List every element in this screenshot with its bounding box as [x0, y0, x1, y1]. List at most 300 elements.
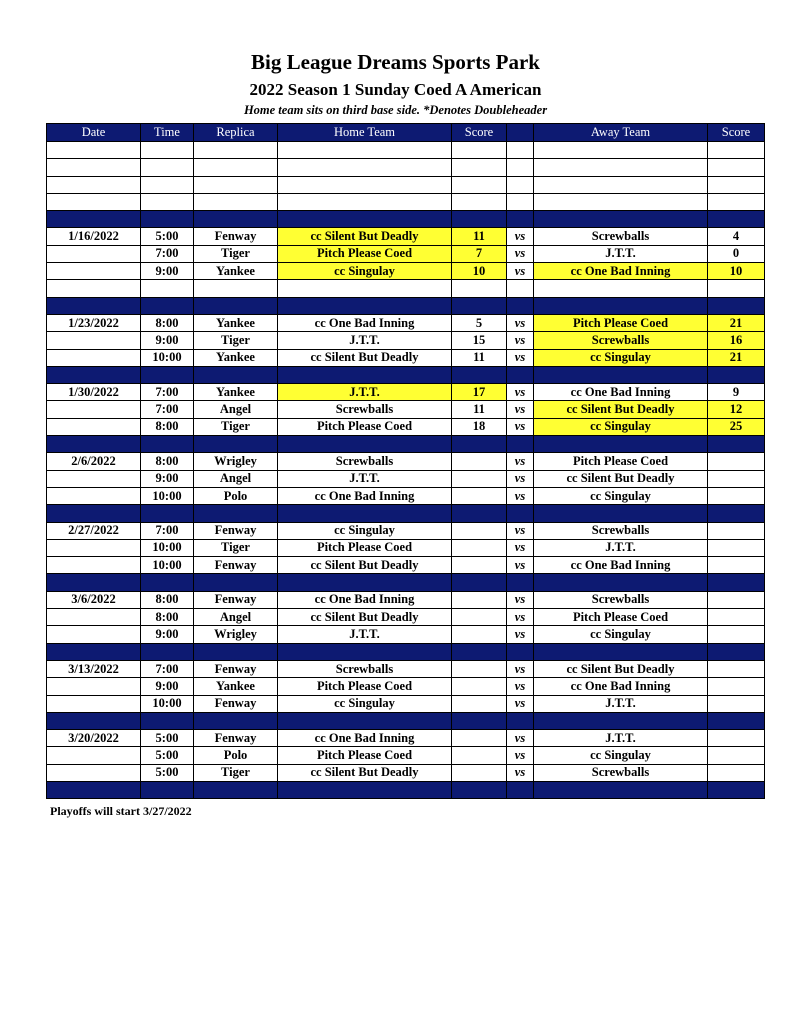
vs-label: vs [507, 730, 534, 747]
game-replica: Wrigley [194, 453, 278, 470]
game-time: 5:00 [141, 764, 194, 781]
vs-label: vs [507, 418, 534, 435]
home-team: cc Silent But Deadly [278, 349, 452, 366]
game-time: 8:00 [141, 591, 194, 608]
home-team: cc Silent But Deadly [278, 609, 452, 626]
away-score: 16 [708, 332, 765, 349]
empty-cell [47, 643, 141, 660]
empty-cell [452, 142, 507, 159]
game-row [47, 764, 765, 781]
away-team: cc Silent But Deadly [534, 401, 708, 418]
game-date [47, 678, 141, 695]
away-score: 25 [708, 418, 765, 435]
away-team: J.T.T. [534, 245, 708, 262]
game-date [47, 626, 141, 643]
empty-cell [278, 505, 452, 522]
game-date: 1/16/2022 [47, 228, 141, 245]
home-team: Pitch Please Coed [278, 418, 452, 435]
away-team: Pitch Please Coed [534, 314, 708, 331]
empty-cell [278, 280, 452, 297]
away-team: Screwballs [534, 522, 708, 539]
game-time: 10:00 [141, 557, 194, 574]
home-score [452, 747, 507, 764]
game-time: 7:00 [141, 245, 194, 262]
game-row [47, 332, 765, 349]
home-score [452, 678, 507, 695]
home-score [452, 487, 507, 504]
empty-cell [141, 297, 194, 314]
empty-cell [708, 193, 765, 210]
game-replica: Wrigley [194, 626, 278, 643]
empty-cell [452, 781, 507, 798]
vs-label: vs [507, 245, 534, 262]
home-score: 17 [452, 384, 507, 401]
empty-cell [194, 574, 278, 591]
game-time: 7:00 [141, 401, 194, 418]
home-team: Pitch Please Coed [278, 747, 452, 764]
home-team: cc Singulay [278, 695, 452, 712]
empty-cell [47, 176, 141, 193]
empty-cell [708, 643, 765, 660]
game-time: 10:00 [141, 349, 194, 366]
empty-cell [452, 159, 507, 176]
empty-cell [507, 176, 534, 193]
game-time: 5:00 [141, 730, 194, 747]
game-replica: Tiger [194, 539, 278, 556]
empty-cell [141, 643, 194, 660]
away-score [708, 470, 765, 487]
page-subtitle: 2022 Season 1 Sunday Coed A American [249, 80, 542, 99]
vs-label: vs [507, 401, 534, 418]
col-away-score: Score [708, 124, 765, 142]
away-team: cc Singulay [534, 349, 708, 366]
empty-cell [534, 159, 708, 176]
empty-cell [47, 712, 141, 729]
home-team: cc Silent But Deadly [278, 764, 452, 781]
home-score [452, 764, 507, 781]
away-team: cc One Bad Inning [534, 557, 708, 574]
game-replica: Yankee [194, 349, 278, 366]
page-title: Big League Dreams Sports Park [251, 50, 540, 74]
home-score: 11 [452, 228, 507, 245]
game-row [47, 747, 765, 764]
col-home-team: Home Team [278, 124, 452, 142]
home-score: 18 [452, 418, 507, 435]
game-row [47, 539, 765, 556]
vs-label: vs [507, 747, 534, 764]
game-row [47, 660, 765, 677]
vs-label: vs [507, 626, 534, 643]
away-team: cc One Bad Inning [534, 263, 708, 280]
empty-cell [194, 211, 278, 228]
empty-cell [194, 366, 278, 383]
page-note: Home team sits on third base side. *Denotes Doubleheader [243, 103, 548, 117]
game-time: 7:00 [141, 384, 194, 401]
home-team: Pitch Please Coed [278, 245, 452, 262]
empty-cell [507, 159, 534, 176]
home-score [452, 591, 507, 608]
away-team: cc Singulay [534, 626, 708, 643]
game-time: 7:00 [141, 522, 194, 539]
game-replica: Fenway [194, 591, 278, 608]
game-replica: Tiger [194, 332, 278, 349]
game-row [47, 384, 765, 401]
vs-label: vs [507, 349, 534, 366]
week-separator-row [47, 436, 765, 453]
away-score [708, 557, 765, 574]
vs-label: vs [507, 522, 534, 539]
game-row [47, 591, 765, 608]
empty-cell [534, 712, 708, 729]
empty-cell [47, 366, 141, 383]
empty-cell [708, 781, 765, 798]
empty-cell [708, 712, 765, 729]
home-team: cc One Bad Inning [278, 487, 452, 504]
blank-row [47, 159, 765, 176]
empty-cell [141, 574, 194, 591]
vs-label: vs [507, 332, 534, 349]
empty-cell [708, 176, 765, 193]
vs-label: vs [507, 263, 534, 280]
game-replica: Angel [194, 470, 278, 487]
week-separator-row [47, 211, 765, 228]
home-score [452, 695, 507, 712]
away-score [708, 591, 765, 608]
empty-cell [708, 211, 765, 228]
vs-label: vs [507, 764, 534, 781]
home-score [452, 453, 507, 470]
home-team: Pitch Please Coed [278, 539, 452, 556]
away-team: Screwballs [534, 332, 708, 349]
empty-cell [278, 436, 452, 453]
empty-cell [507, 436, 534, 453]
empty-cell [708, 159, 765, 176]
game-row [47, 730, 765, 747]
game-row [47, 609, 765, 626]
home-team: cc One Bad Inning [278, 591, 452, 608]
empty-cell [452, 297, 507, 314]
home-team: Screwballs [278, 453, 452, 470]
home-score: 7 [452, 245, 507, 262]
home-team: cc Silent But Deadly [278, 557, 452, 574]
game-time: 9:00 [141, 263, 194, 280]
empty-cell [708, 142, 765, 159]
away-score [708, 522, 765, 539]
schedule-table [46, 123, 765, 799]
vs-label: vs [507, 609, 534, 626]
home-team: cc Singulay [278, 263, 452, 280]
game-replica: Angel [194, 609, 278, 626]
empty-cell [278, 176, 452, 193]
empty-cell [534, 574, 708, 591]
game-replica: Polo [194, 487, 278, 504]
week-separator-row [47, 366, 765, 383]
game-replica: Yankee [194, 314, 278, 331]
game-date: 1/23/2022 [47, 314, 141, 331]
empty-cell [47, 297, 141, 314]
empty-cell [278, 366, 452, 383]
game-row [47, 314, 765, 331]
empty-cell [278, 297, 452, 314]
game-row [47, 522, 765, 539]
week-separator-row [47, 574, 765, 591]
empty-cell [708, 505, 765, 522]
away-team: J.T.T. [534, 539, 708, 556]
game-row [47, 418, 765, 435]
empty-cell [47, 781, 141, 798]
away-team: Screwballs [534, 591, 708, 608]
vs-label: vs [507, 539, 534, 556]
away-team: Pitch Please Coed [534, 453, 708, 470]
game-replica: Yankee [194, 263, 278, 280]
empty-cell [278, 712, 452, 729]
empty-cell [141, 159, 194, 176]
away-score [708, 747, 765, 764]
away-score: 4 [708, 228, 765, 245]
away-score [708, 626, 765, 643]
header-row [47, 124, 765, 142]
away-score: 21 [708, 314, 765, 331]
col-date: Date [47, 124, 141, 142]
empty-cell [708, 436, 765, 453]
empty-cell [194, 436, 278, 453]
empty-cell [507, 193, 534, 210]
game-date: 3/13/2022 [47, 660, 141, 677]
empty-cell [47, 211, 141, 228]
empty-cell [141, 505, 194, 522]
home-score [452, 626, 507, 643]
game-row [47, 245, 765, 262]
empty-cell [141, 436, 194, 453]
game-time: 8:00 [141, 314, 194, 331]
game-replica: Yankee [194, 384, 278, 401]
vs-label: vs [507, 678, 534, 695]
away-score [708, 660, 765, 677]
home-score: 11 [452, 349, 507, 366]
empty-cell [141, 142, 194, 159]
col-vs [507, 124, 534, 142]
game-replica: Fenway [194, 228, 278, 245]
col-replica: Replica [194, 124, 278, 142]
away-team: cc Singulay [534, 487, 708, 504]
empty-cell [452, 211, 507, 228]
empty-cell [194, 193, 278, 210]
blank-row [47, 280, 765, 297]
empty-cell [194, 280, 278, 297]
game-replica: Fenway [194, 660, 278, 677]
away-team: cc One Bad Inning [534, 384, 708, 401]
footer-note: Playoffs will start 3/27/2022 [50, 804, 192, 818]
empty-cell [534, 297, 708, 314]
home-team: J.T.T. [278, 470, 452, 487]
empty-cell [452, 505, 507, 522]
home-score [452, 660, 507, 677]
away-team: Screwballs [534, 228, 708, 245]
game-time: 10:00 [141, 487, 194, 504]
empty-cell [194, 643, 278, 660]
col-away-team: Away Team [534, 124, 708, 142]
empty-cell [194, 176, 278, 193]
away-score [708, 609, 765, 626]
away-score [708, 539, 765, 556]
game-date [47, 418, 141, 435]
empty-cell [194, 159, 278, 176]
away-score: 0 [708, 245, 765, 262]
empty-cell [534, 781, 708, 798]
game-row [47, 349, 765, 366]
empty-cell [47, 280, 141, 297]
game-time: 5:00 [141, 747, 194, 764]
game-replica: Angel [194, 401, 278, 418]
home-team: Screwballs [278, 660, 452, 677]
home-team: J.T.T. [278, 626, 452, 643]
away-score [708, 678, 765, 695]
vs-label: vs [507, 695, 534, 712]
empty-cell [708, 280, 765, 297]
away-score [708, 764, 765, 781]
empty-cell [452, 574, 507, 591]
away-score: 21 [708, 349, 765, 366]
home-score: 10 [452, 263, 507, 280]
home-team: cc One Bad Inning [278, 314, 452, 331]
empty-cell [141, 280, 194, 297]
empty-cell [452, 280, 507, 297]
col-time: Time [141, 124, 194, 142]
game-replica: Fenway [194, 695, 278, 712]
empty-cell [452, 193, 507, 210]
game-replica: Fenway [194, 557, 278, 574]
week-separator-row [47, 781, 765, 798]
away-score [708, 487, 765, 504]
home-team: Pitch Please Coed [278, 678, 452, 695]
game-replica: Fenway [194, 730, 278, 747]
empty-cell [507, 297, 534, 314]
vs-label: vs [507, 228, 534, 245]
home-team: Screwballs [278, 401, 452, 418]
vs-label: vs [507, 453, 534, 470]
empty-cell [194, 781, 278, 798]
empty-cell [507, 280, 534, 297]
empty-cell [452, 643, 507, 660]
vs-label: vs [507, 557, 534, 574]
away-team: Screwballs [534, 764, 708, 781]
away-team: J.T.T. [534, 730, 708, 747]
empty-cell [194, 712, 278, 729]
game-date [47, 470, 141, 487]
empty-cell [47, 159, 141, 176]
vs-label: vs [507, 487, 534, 504]
empty-cell [452, 436, 507, 453]
game-time: 7:00 [141, 660, 194, 677]
vs-label: vs [507, 470, 534, 487]
game-time: 8:00 [141, 609, 194, 626]
empty-cell [47, 193, 141, 210]
empty-cell [534, 176, 708, 193]
game-date: 3/6/2022 [47, 591, 141, 608]
game-time: 8:00 [141, 453, 194, 470]
away-team: cc Silent But Deadly [534, 660, 708, 677]
empty-cell [534, 436, 708, 453]
game-date [47, 557, 141, 574]
game-replica: Polo [194, 747, 278, 764]
home-team: J.T.T. [278, 332, 452, 349]
game-row [47, 470, 765, 487]
home-score: 5 [452, 314, 507, 331]
empty-cell [47, 436, 141, 453]
game-time: 8:00 [141, 418, 194, 435]
game-date [47, 349, 141, 366]
empty-cell [278, 211, 452, 228]
away-score: 10 [708, 263, 765, 280]
empty-cell [507, 643, 534, 660]
home-team: cc One Bad Inning [278, 730, 452, 747]
game-date: 2/6/2022 [47, 453, 141, 470]
empty-cell [452, 712, 507, 729]
home-score [452, 539, 507, 556]
away-score: 12 [708, 401, 765, 418]
home-team: cc Singulay [278, 522, 452, 539]
game-replica: Tiger [194, 418, 278, 435]
game-date [47, 747, 141, 764]
game-time: 9:00 [141, 626, 194, 643]
game-replica: Yankee [194, 678, 278, 695]
empty-cell [534, 211, 708, 228]
game-time: 9:00 [141, 470, 194, 487]
blank-row [47, 142, 765, 159]
empty-cell [507, 574, 534, 591]
home-score [452, 470, 507, 487]
empty-cell [194, 297, 278, 314]
game-row [47, 453, 765, 470]
home-score: 11 [452, 401, 507, 418]
game-date [47, 263, 141, 280]
home-score: 15 [452, 332, 507, 349]
away-team: cc One Bad Inning [534, 678, 708, 695]
week-separator-row [47, 297, 765, 314]
home-team: cc Silent But Deadly [278, 228, 452, 245]
empty-cell [507, 781, 534, 798]
empty-cell [534, 366, 708, 383]
empty-cell [278, 193, 452, 210]
away-score [708, 695, 765, 712]
game-date: 2/27/2022 [47, 522, 141, 539]
game-date: 1/30/2022 [47, 384, 141, 401]
away-score [708, 453, 765, 470]
empty-cell [534, 643, 708, 660]
empty-cell [534, 280, 708, 297]
empty-cell [534, 193, 708, 210]
game-time: 9:00 [141, 678, 194, 695]
vs-label: vs [507, 591, 534, 608]
empty-cell [47, 574, 141, 591]
vs-label: vs [507, 384, 534, 401]
home-team: J.T.T. [278, 384, 452, 401]
week-separator-row [47, 505, 765, 522]
game-date [47, 245, 141, 262]
empty-cell [141, 211, 194, 228]
empty-cell [708, 297, 765, 314]
game-date [47, 695, 141, 712]
away-score [708, 730, 765, 747]
game-time: 10:00 [141, 539, 194, 556]
game-replica: Fenway [194, 522, 278, 539]
home-score [452, 730, 507, 747]
game-replica: Tiger [194, 764, 278, 781]
empty-cell [452, 176, 507, 193]
empty-cell [534, 505, 708, 522]
vs-label: vs [507, 314, 534, 331]
empty-cell [278, 142, 452, 159]
